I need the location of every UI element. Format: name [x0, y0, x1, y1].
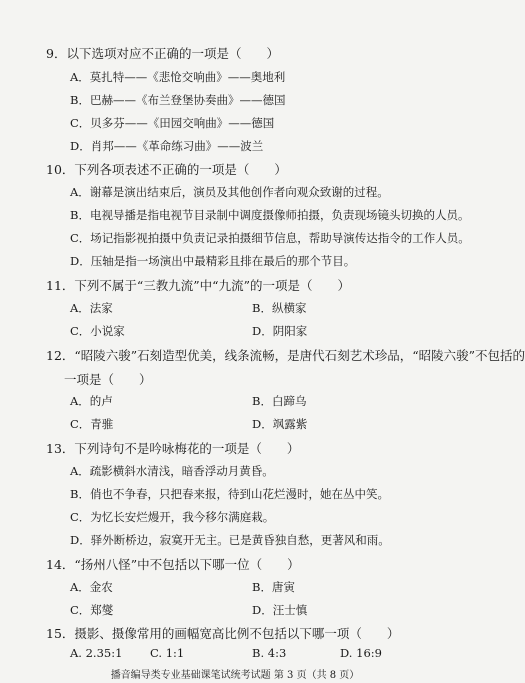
question-14-option-c: C．郑燮 [70, 603, 114, 617]
question-15-option-a: A. 2.35:1 [70, 646, 123, 660]
question-15-option-c: C. 1:1 [150, 646, 185, 660]
question-13-option-d: D．驿外断桥边，寂寞开无主。已是黄昏独自愁，更著风和雨。 [70, 533, 390, 547]
question-12-stem: 12．“昭陵六骏”石刻造型优美，线条流畅，是唐代石刻艺术珍品，“昭陵六骏”不包括的 [46, 348, 525, 363]
page-footer: 播音编导类专业基础课笔试统考试题 第 3 页（共 8 页） [110, 670, 360, 681]
question-12-option-c: C．青骓 [70, 417, 114, 431]
question-13-option-c: C．为忆长安烂熳开，我今移尔满庭栽。 [70, 510, 275, 524]
question-12-option-d: D．飒露紫 [252, 417, 308, 431]
question-10-option-d: D．压轴是指一场演出中最精彩且排在最后的那个节目。 [70, 254, 356, 268]
question-15-option-d: D. 16:9 [340, 646, 382, 660]
question-9-option-c: C．贝多芬——《田园交响曲》——德国 [70, 116, 275, 130]
question-9-stem: 9．以下选项对应不正确的一项是（ ） [46, 46, 279, 61]
question-12-option-b: B．白蹄乌 [252, 394, 307, 408]
question-14-option-b: B．唐寅 [252, 580, 295, 594]
question-10-option-c: C．场记指影视拍摄中负责记录拍摄细节信息，帮助导演传达指令的工作人员。 [70, 231, 470, 245]
question-11-option-d: D．阴阳家 [252, 324, 308, 338]
question-13-option-b: B．俏也不争春，只把春来报，待到山花烂漫时，她在丛中笑。 [70, 487, 389, 501]
question-12-stem-continued: 一项是（ ） [64, 372, 152, 387]
question-11-stem: 11．下列不属于“三教九流”中“九流”的一项是（ ） [46, 278, 350, 293]
question-14-option-a: A．金农 [70, 580, 113, 594]
question-10-option-a: A．谢幕是演出结束后，演员及其他创作者向观众致谢的过程。 [70, 185, 389, 199]
question-15-stem: 15．摄影、摄像常用的画幅宽高比例不包括以下哪一项（ ） [46, 626, 400, 641]
question-13-option-a: A．疏影横斜水清浅，暗香浮动月黄昏。 [70, 464, 274, 478]
question-14-stem: 14．“扬州八怪”中不包括以下哪一位（ ） [46, 557, 300, 572]
question-13-stem: 13．下列诗句不是吟咏梅花的一项是（ ） [46, 441, 300, 456]
question-11-option-c: C．小说家 [70, 324, 125, 338]
question-9-option-d: D．肖邦——《革命练习曲》——波兰 [70, 139, 264, 153]
question-12-option-a: A．的卢 [70, 394, 113, 408]
question-9-option-a: A．莫扎特——《悲怆交响曲》——奥地利 [70, 70, 286, 84]
question-14-option-d: D．汪士慎 [252, 603, 308, 617]
question-11-option-b: B．纵横家 [252, 301, 307, 315]
question-9-option-b: B．巴赫——《布兰登堡协奏曲》——德国 [70, 93, 286, 107]
question-10-stem: 10．下列各项表述不正确的一项是（ ） [46, 162, 287, 177]
question-15-option-b: B. 4:3 [252, 646, 287, 660]
question-11-option-a: A．法家 [70, 301, 113, 315]
question-10-option-b: B．电视导播是指电视节目录制中调度摄像师拍摄，负责现场镜头切换的人员。 [70, 208, 470, 222]
